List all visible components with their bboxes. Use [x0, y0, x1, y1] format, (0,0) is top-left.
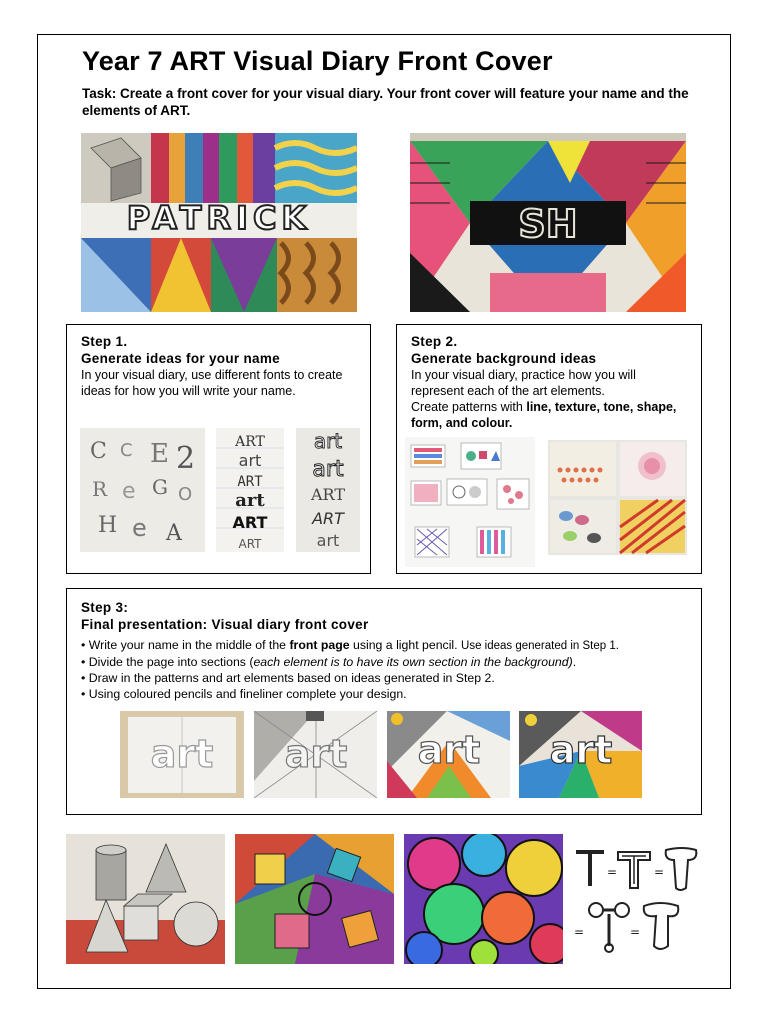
svg-text:art: art — [284, 732, 348, 776]
step1-art-fonts-image-1 — [216, 428, 284, 552]
step3-number: Step 3: — [81, 600, 129, 615]
svg-text:art: art — [549, 728, 613, 772]
svg-text:art: art — [238, 451, 262, 470]
step1-box — [66, 324, 371, 574]
svg-text:C: C — [120, 440, 133, 461]
step3-bullet-2: • Divide the page into sections (each element is to have its own section in the background). — [81, 655, 577, 669]
step2-body-2: Create patterns with line, texture, tone, shape, form, and colour. — [411, 400, 677, 430]
patrick-name-art: PATRICK — [126, 199, 312, 237]
svg-text:e: e — [132, 514, 147, 542]
step3-heading: Final presentation: Visual diary front cover — [81, 617, 369, 632]
step1-heading: Generate ideas for your name — [81, 351, 280, 366]
page-title: Year 7 ART Visual Diary Front Cover — [82, 46, 553, 76]
step1-body: In your visual diary, use different fonts to create ideas for how you will write your name. — [81, 368, 343, 398]
svg-text:art: art — [235, 490, 265, 511]
step2-patterns-image-2 — [548, 440, 687, 555]
gallery-shapes-image — [66, 834, 225, 964]
svg-text:Ε: Ε — [150, 439, 169, 469]
task-label: Task: — [82, 86, 117, 101]
example-isha-image — [410, 133, 686, 312]
step2-box — [396, 324, 702, 574]
svg-text:=: = — [630, 925, 641, 939]
svg-text:art: art — [312, 457, 344, 482]
step3-box — [66, 588, 702, 815]
svg-text:=: = — [654, 865, 665, 879]
step2-patterns-image-1 — [405, 437, 535, 567]
gallery-letter-t-image — [572, 834, 702, 964]
svg-text:ART: ART — [311, 485, 345, 504]
step3-stage-2-image — [254, 711, 377, 798]
svg-text:art: art — [417, 728, 481, 772]
step2-body-1: In your visual diary, practice how you will represent each of the art elements. — [411, 368, 636, 398]
step2-number: Step 2. — [411, 334, 458, 349]
step1-art-fonts-image-2 — [296, 428, 360, 552]
task-body: Create a front cover for your visual diary. Your front cover will feature your name and the elements of ART. — [82, 86, 689, 118]
svg-text:art: art — [313, 429, 343, 453]
task-text — [82, 85, 702, 119]
svg-text:2: 2 — [176, 441, 196, 476]
step3-bullet-3: • Draw in the patterns and art elements based on ideas generated in Step 2. — [81, 671, 495, 685]
svg-text:art: art — [316, 531, 340, 550]
step1-letters-image — [80, 428, 205, 552]
step3-bullet-1: • Write your name in the middle of the front page using a light pencil. Use ideas generated in Step 1. — [81, 638, 619, 652]
svg-text:O: O — [178, 484, 193, 505]
svg-text:ART: ART — [232, 513, 268, 532]
step3-bullet-4: • Using coloured pencils and fineliner complete your design. — [81, 687, 407, 701]
svg-text:G: G — [152, 475, 168, 499]
svg-text:ART: ART — [235, 434, 265, 450]
gallery-geometric-image — [235, 834, 394, 964]
step3-stage-4-image — [519, 711, 642, 798]
svg-text:ART: ART — [237, 474, 263, 490]
example-patrick-image — [81, 133, 357, 312]
svg-text:e: e — [122, 479, 136, 504]
svg-text:R: R — [92, 477, 108, 501]
isha-name-art: SH — [518, 202, 578, 246]
svg-text:H: H — [98, 513, 118, 538]
svg-text:=: = — [574, 925, 585, 939]
svg-text:ART: ART — [238, 537, 262, 551]
svg-text:=: = — [607, 865, 618, 879]
svg-text:ART: ART — [312, 509, 344, 528]
step3-stage-1-image — [120, 711, 244, 798]
svg-text:art: art — [150, 732, 214, 776]
step3-stage-3-image — [387, 711, 510, 798]
step2-heading: Generate background ideas — [411, 351, 597, 366]
svg-text:C: C — [90, 439, 107, 464]
gallery-circles-image — [404, 834, 563, 964]
svg-text:A: A — [166, 521, 182, 546]
step1-number: Step 1. — [81, 334, 128, 349]
